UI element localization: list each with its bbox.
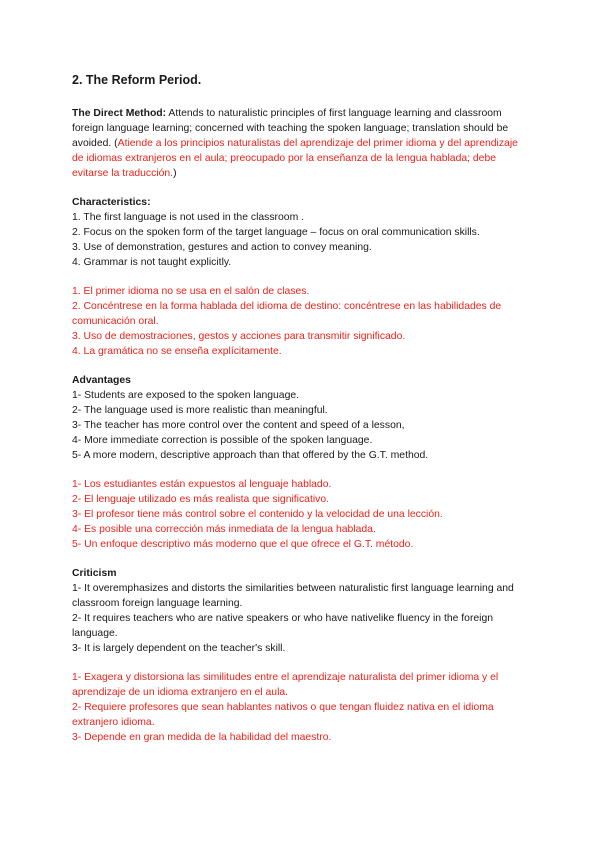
- direct-method-spanish: Atiende a los principios naturalistas del aprendizaje del primer idioma y del aprendizaje de idiomas extranjeros en el aula; preocupado por la enseñanza de la lengua hablada; debe evitarse la traducción.: [72, 138, 518, 179]
- list-item: 2- The language used is more realistic than meaningful.: [72, 405, 328, 416]
- advantages-section: [72, 373, 532, 463]
- list-item: 1. The first language is not used in the classroom .: [72, 212, 304, 223]
- list-item: 2- It requires teachers who are native speakers or who have nativelike fluency in the foreign language.: [72, 613, 494, 639]
- list-item: 1- Exagera y distorsiona las similitudes entre el aprendizaje naturalista del primer idioma y el aprendizaje de un idioma extranjero en el aula.: [72, 672, 499, 698]
- list-item: 3- The teacher has more control over the content and speed of a lesson,: [72, 420, 405, 431]
- direct-method-close: ): [173, 168, 177, 179]
- direct-method-english: Attends to naturalistic principles of first language learning and classroom foreign language learning; concerned with teaching the spoken language; translation should be avoided. (: [72, 108, 509, 149]
- list-item: 5- Un enfoque descriptivo más moderno que el que ofrece el G.T. método.: [72, 539, 414, 550]
- list-item: 2- El lenguaje utilizado es más realista que significativo.: [72, 494, 330, 505]
- list-item: 1- Los estudiantes están expuestos al lenguaje hablado.: [72, 479, 332, 490]
- criticism-heading: Criticism: [72, 568, 117, 579]
- list-item: 3. Uso de demostraciones, gestos y acciones para transmitir significado.: [72, 331, 406, 342]
- list-item: 4- Es posible una corrección más inmediata de la lengua hablada.: [72, 524, 376, 535]
- direct-method-label: The Direct Method:: [72, 108, 167, 119]
- direct-method-paragraph: [72, 106, 532, 181]
- document-page: [72, 72, 532, 759]
- list-item: 2. Focus on the spoken form of the target language – focus on oral communication skills.: [72, 227, 480, 238]
- list-item: 2. Concéntrese en la forma hablada del idioma de destino: concéntrese en las habilidades de comunicación oral.: [72, 301, 502, 327]
- criticism-section: [72, 566, 532, 656]
- list-item: 1. El primer idioma no se usa en el salón de clases.: [72, 286, 310, 297]
- characteristics-spanish: [72, 284, 532, 359]
- criticism-spanish: [72, 670, 532, 745]
- list-item: 3. Use of demonstration, gestures and action to convey meaning.: [72, 242, 372, 253]
- advantages-spanish: [72, 477, 532, 552]
- list-item: 1- Students are exposed to the spoken language.: [72, 390, 300, 401]
- direct-method-text: [72, 106, 532, 181]
- advantages-heading: Advantages: [72, 375, 131, 386]
- characteristics-heading: Characteristics:: [72, 197, 151, 208]
- list-item: 4. Grammar is not taught explicitly.: [72, 257, 232, 268]
- list-item: 3- El profesor tiene más control sobre el contenido y la velocidad de una lección.: [72, 509, 443, 520]
- list-item: 2- Requiere profesores que sean hablantes nativos o que tengan fluidez nativa en el idioma extranjero idioma.: [72, 702, 494, 728]
- list-item: 4- More immediate correction is possible of the spoken language.: [72, 435, 373, 446]
- list-item: 5- A more modern, descriptive approach than that offered by the G.T. method.: [72, 450, 429, 461]
- section-title: 2. The Reform Period.: [72, 73, 202, 87]
- list-item: 1- It overemphasizes and distorts the similarities between naturalistic first language learning and classroom foreign language learning.: [72, 583, 514, 609]
- list-item: 4. La gramática no se enseña explícitamente.: [72, 346, 282, 357]
- list-item: 3- It is largely dependent on the teacher's skill.: [72, 643, 286, 654]
- list-item: 3- Depende en gran medida de la habilidad del maestro.: [72, 732, 332, 743]
- characteristics-section: [72, 195, 532, 270]
